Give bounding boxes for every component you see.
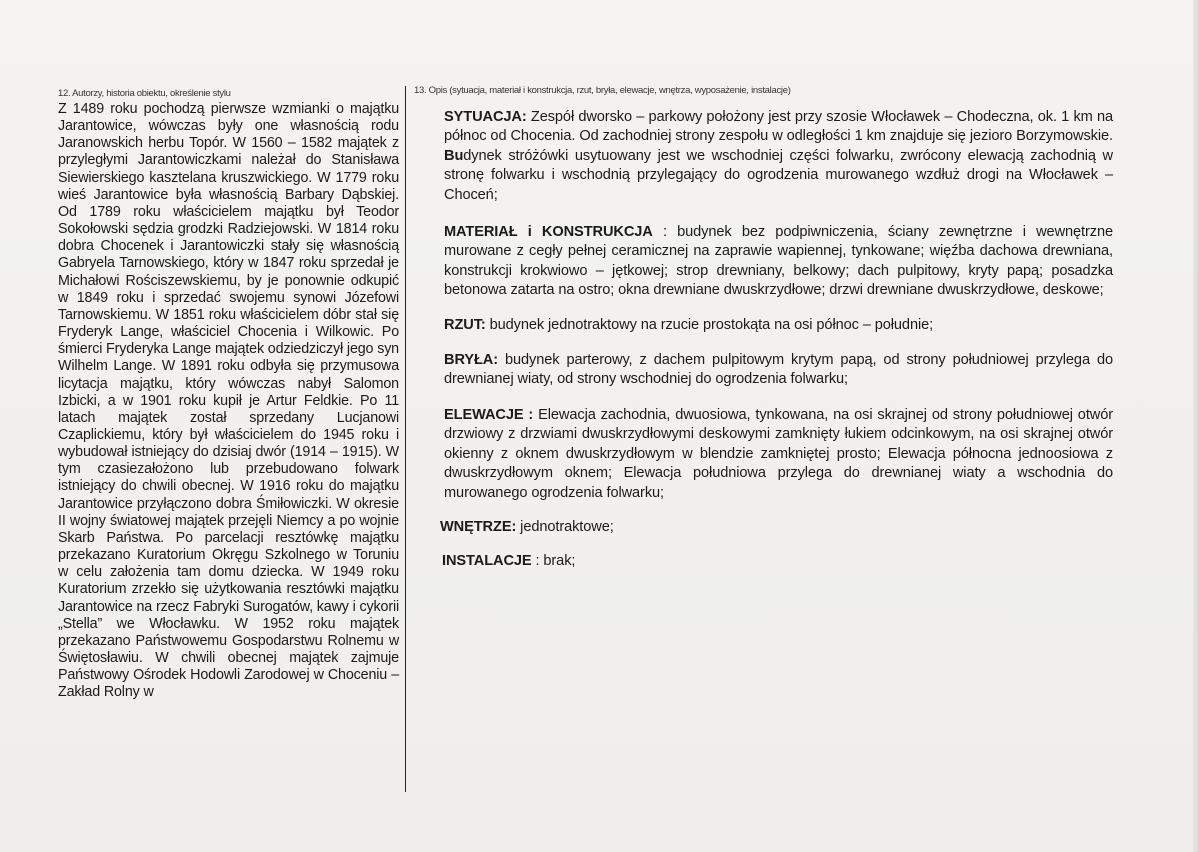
section-elewacje bbox=[444, 406, 1113, 503]
bryla-text: budynek parterowy, z dachem pulpitowym krytym papą, od strony południowej przylega do drewnianej wiaty, od strony wschodniej do ogrodzenia folwarku; bbox=[444, 352, 1113, 388]
instalacje-text: : brak; bbox=[531, 553, 576, 570]
page-edge bbox=[1193, 0, 1199, 852]
wnetrze-text: jednotraktowe; bbox=[516, 518, 614, 535]
sytuacja-bold-fragment: Bu bbox=[444, 147, 464, 164]
instalacje-heading: INSTALACJE bbox=[442, 553, 532, 570]
elewacje-heading: ELEWACJE : bbox=[444, 406, 534, 423]
sytuacja-heading: SYTUACJA: bbox=[444, 109, 527, 125]
elewacje-text: Elewacja zachodnia, dwuosiowa, tynkowana, na osi skrajnej od strony południowej otwór drzwiowy z drzwiami dwuskrzydłowymi deskowymi zamknięty łukiem odcinkowym, na osi skrajnej otwór okienny z oknem dwuskrzydłowym w blendzie zamkniętej prosto; Elewacja północna jednoosiowa z dwuskrzydłowym oknem; Elewacja południowa przylega do drewnianej wiaty a wschodnia do murowanego ogrodzenia folwarku; bbox=[444, 406, 1113, 501]
sytuacja-text-continued: dynek stróżówki usytuowany jest we wschodniej części folwarku, zwrócony elewacją zachodnią w stronę folwarku i wschodnią przylegający do ogrodzenia murowanego wzdłuż drogi na Włocławek – Choceń; bbox=[444, 147, 1113, 203]
section-material bbox=[444, 223, 1113, 301]
material-heading: MATERIAŁ i KONSTRUKCJA bbox=[444, 224, 653, 241]
description-column bbox=[440, 108, 1113, 572]
section-instalacje bbox=[442, 552, 1113, 571]
bryla-heading: BRYŁA: bbox=[444, 352, 498, 369]
rzut-heading: RZUT: bbox=[444, 316, 486, 333]
history-section-label: 12. Autorzy, historia obiektu, określenie stylu bbox=[58, 88, 231, 99]
history-column bbox=[58, 88, 399, 701]
section-rzut bbox=[444, 316, 1113, 335]
description-section-label: 13. Opis (sytuacja, materiał i konstrukcja, rzut, bryła, elewacje, wnętrza, wyposażenie, instalacje) bbox=[414, 85, 791, 96]
section-wnetrze bbox=[440, 518, 1113, 537]
history-text: Z 1489 roku pochodzą pierwsze wzmianki o majątku Jarantowice, wówczas były one własnością rodu Jaranowskich herbu Topór. W 1560 – 1582 majątek z przyległymi Jarantowiczkami należał do Stanisława Siewierskiego kasztelana kruszwickiego. W 1779 roku wieś Jarantowice była własnością Barbary Dąbskiej. Od 1789 roku właścicielem majątku był Teodor Sokołowski sędzia grodzki Radziejowski. W 1814 roku dobra Chocenek i Jarantowiczki stały się własnością Gabryela Tarnowskiego, który w 1847 roku sprzedał je Michałowi Rościszewskiemu, by je ponownie odkupić w 1849 roku i sprzedać swojemu synowi Józefowi Tarnowskiemu. W 1851 roku właścicielem dóbr stał się Fryderyk Lange, właściciel Chocenia i Wilkowic. Po śmierci Fryderyka Lange majątek odziedziczył jego syn Wilhelm Lange. W 1891 roku odbyła się przymusowa licytacja majątku, który wówczas nabył Salomon Izbicki, a w 1901 roku kupił je Artur Feldkie. Po 11 latach majątek został sprzedany Lucjanowi Czaplickiemu, który był właścicielem do 1945 roku i wybudował istniejący do dzisiaj dwór (1914 – 1915). W tym czasiezałożono lub przebudowano folwark istniejący do chwili obecnej. W 1916 roku do majątku Jarantowice przyłączono dobra Śmiłowiczki. W okresie II wojny światowej majątek przejęli Niemcy a po wojnie Skarb Państwa. Po parcelacji resztówkę majątku przekazano Kuratorium Okręgu Szkolnego w Toruniu w celu założenia tam domu dziecka. W 1949 roku Kuratorium zrzekło się użytkowania resztówki majątku Jarantowice na rzecz Fabryki Surogatów, kawy i cykorii „Stella” we Włocławku. W 1952 roku majątek przekazano Państwowemu Gospodarstwu Rolnemu w Świętosławiu. W chwili obecnej majątek zajmuje Państwowy Ośrodek Hodowli Zarodowej w Choceniu – Zakład Rolny w bbox=[58, 101, 399, 701]
section-bryla bbox=[444, 351, 1113, 390]
sytuacja-text: Zespół dworsko – parkowy położony jest przy szosie Włocławek – Chodeczna, ok. 1 km na północ od Chocenia. Od zachodniej strony zespołu w odległości 1 km znajduje się jezioro Borzymowskie. bbox=[444, 109, 1113, 145]
section-sytuacja bbox=[444, 108, 1113, 205]
column-divider bbox=[405, 86, 406, 792]
rzut-text: budynek jednotraktowy na rzucie prostokąta na osi północ – południe; bbox=[485, 316, 934, 333]
wnetrze-heading: WNĘTRZE: bbox=[440, 518, 517, 535]
material-text: : budynek bez podpiwniczenia, ściany zewnętrzne i wewnętrzne murowane z cegły pełnej ceramicznej na zaprawie wapiennej, tynkowane; więźba dachowa drewniana, konstrukcji krokwiowo – jętkowej; strop drewniany, belkowy; dach pulpitowy, kryty papą; posadzka betonowa zatarta na ostro; okna drewniane dwuskrzydłowe; drzwi drewniane dwuskrzydłowe, deskowe; bbox=[444, 224, 1113, 299]
